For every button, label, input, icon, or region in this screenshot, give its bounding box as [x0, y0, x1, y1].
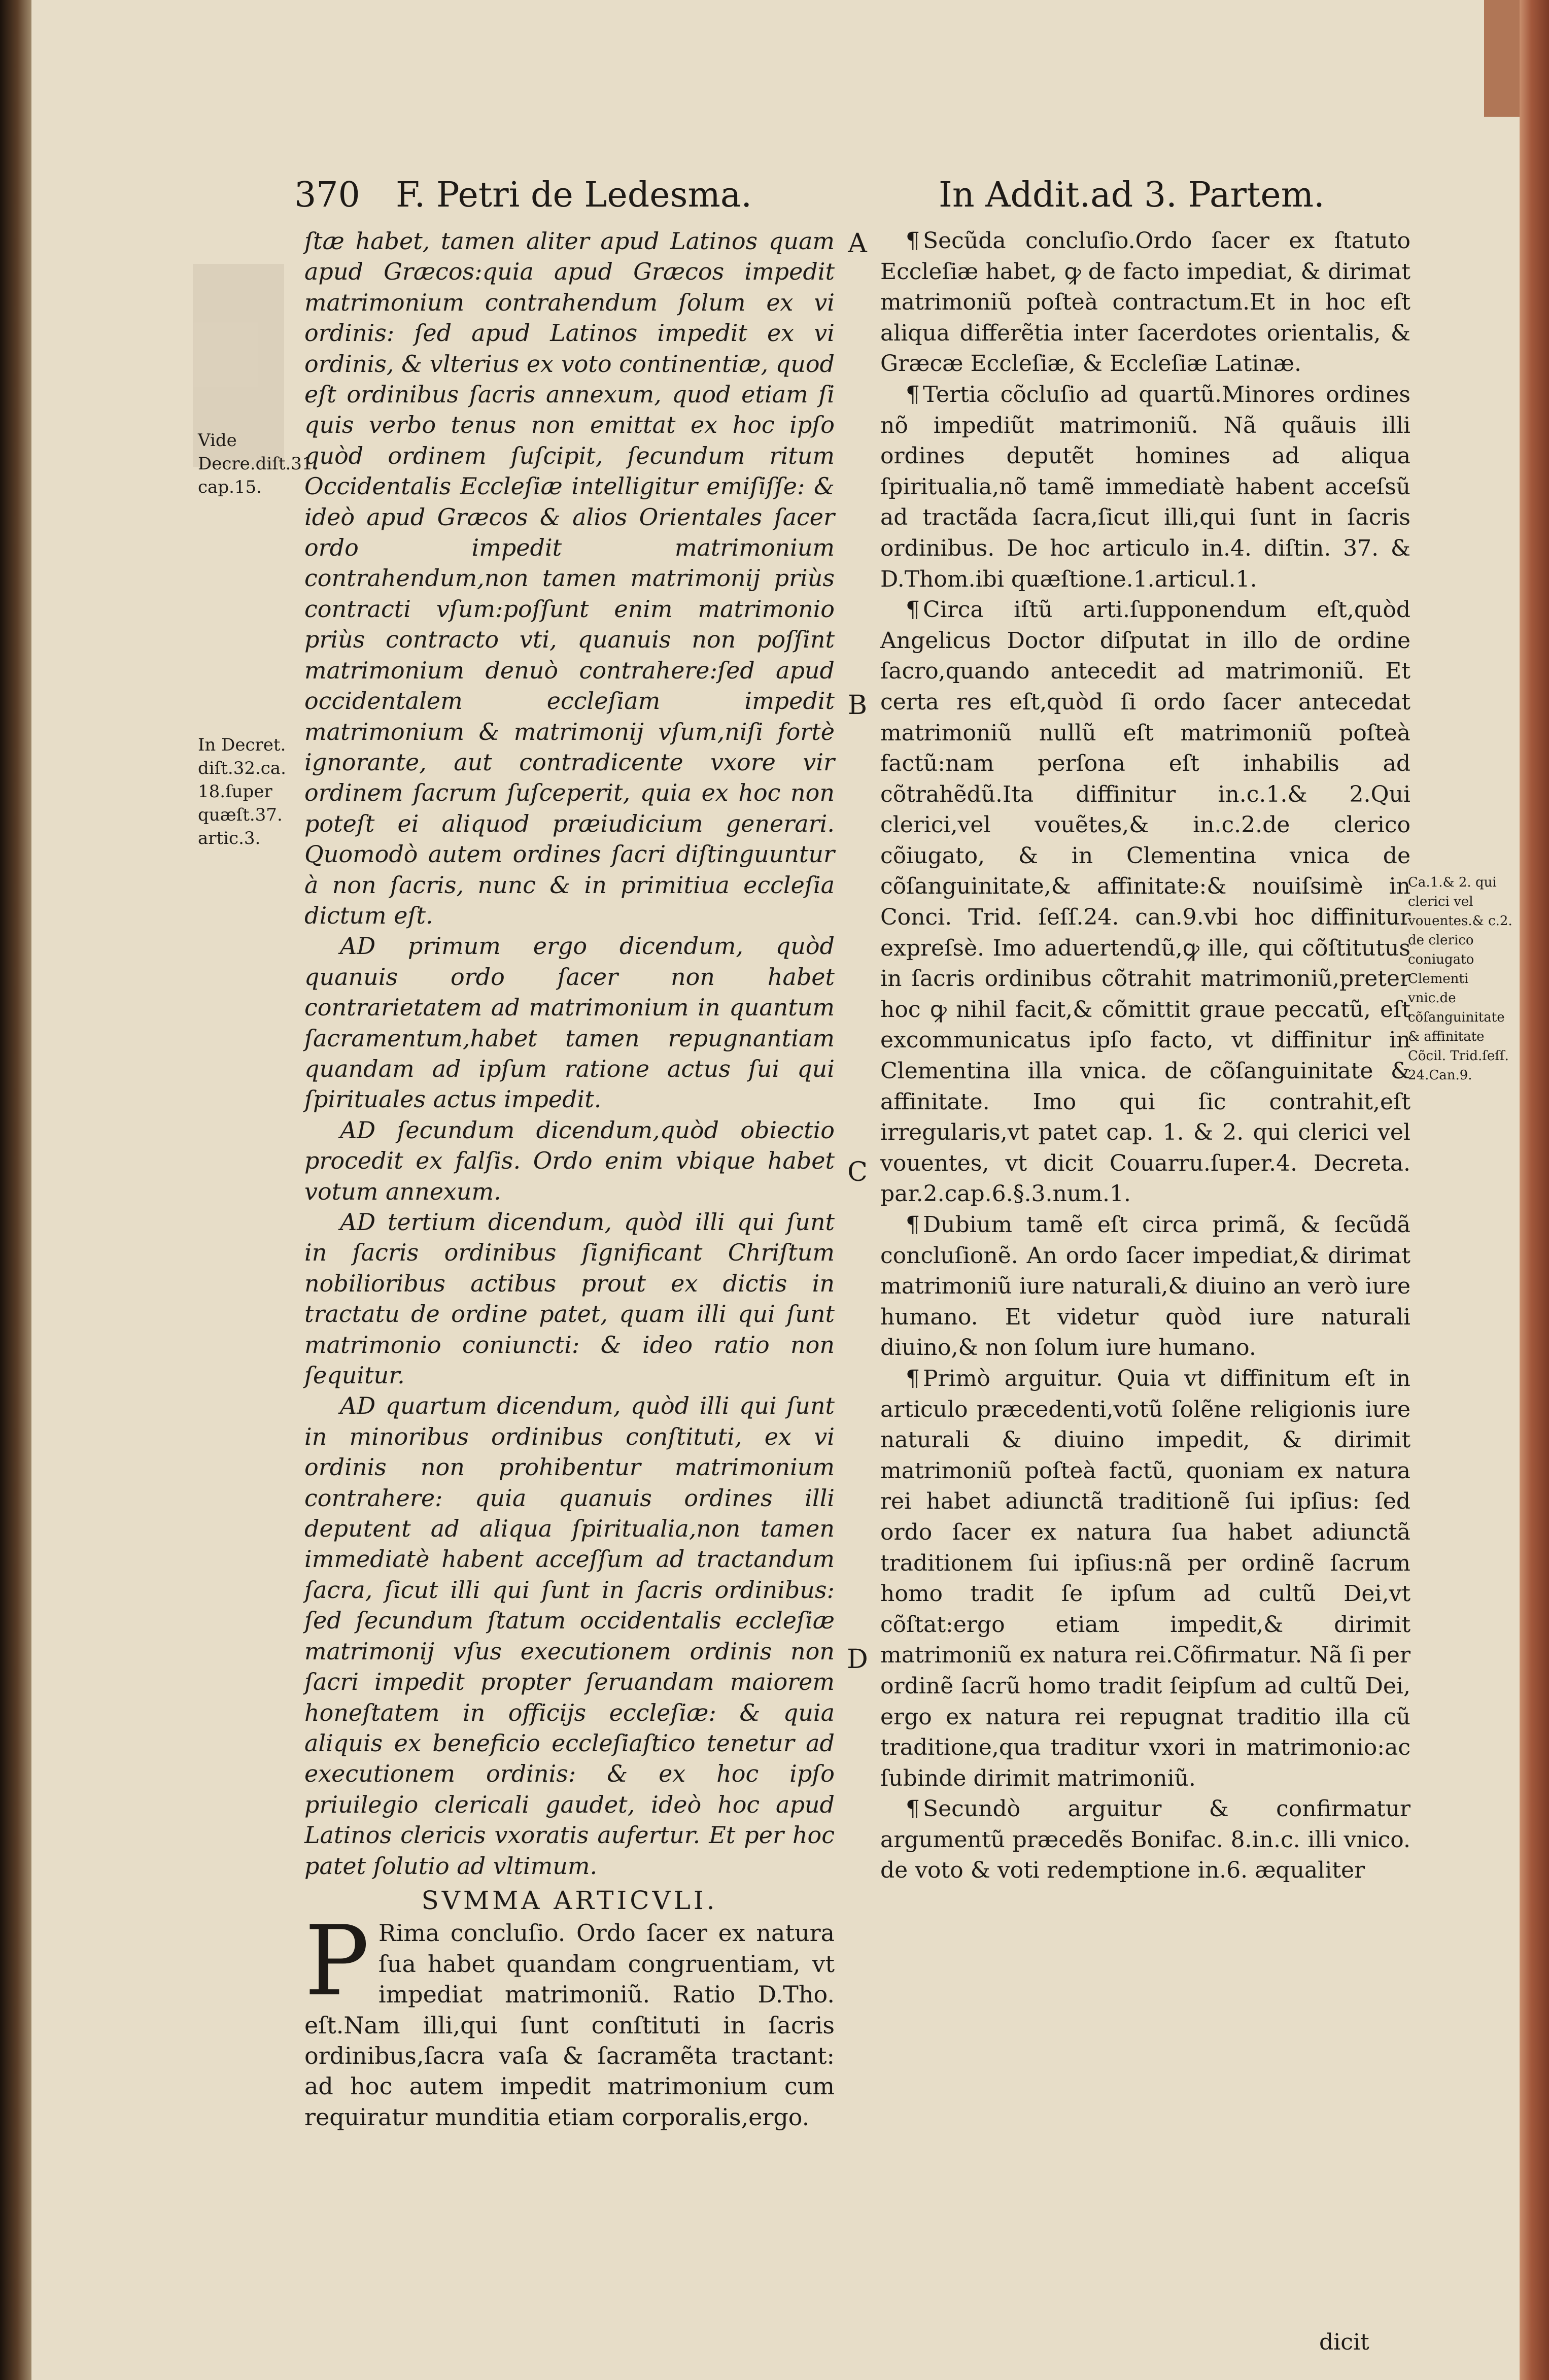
left-paragraph-5: AD quartum dicendum, quòd illi qui ſunt in minoribus ordinibus conſtituti, ex vi ordinis non prohibentur matrimonium contrahere: quia quanuis ordines illi deputent ad aliqua ſpiritualia,non tamen immediatè habent acceſſum ad tractandum ſacra, ſicut illi qui ſunt in ſacris ordinibus: ſed ſecundum ſtatum occidentalis eccleſiæ matrimonij vſus executionem ordinis non ſacri impedit propter ſeruandam maiorem honeſtatem in officijs eccleſiæ: & quia aliquis ex beneficio eccleſiaſtico tenetur ad executionem ordinis: & ex hoc ipſo priuilegio clericali gaudet, ideò hoc apud Latinos clericis vxoratis aufertur. Et per hoc patet ſolutio ad vltimum.: [304, 1392, 835, 1880]
pilcrow-icon: ¶: [906, 1796, 920, 1822]
page-number: 370: [294, 175, 360, 215]
left-paragraph-3: AD ſecundum dicendum,quòd obiectio procedit ex falſis. Ordo enim vbique habet votum annexum.: [304, 1116, 835, 1205]
summa-paragraph: [304, 1905, 835, 2132]
pilcrow-icon: ¶: [906, 1212, 920, 1238]
left-text-column: [304, 226, 835, 2286]
book-binding-shadow: [0, 0, 31, 2380]
left-running-title: F. Petri de Ledesma.: [396, 175, 752, 215]
section-letter-a: A: [848, 228, 867, 259]
drop-cap-letter: P: [304, 1905, 369, 2018]
summa-heading: SVMMA ARTICVLI.: [421, 1885, 718, 1915]
right-text-column: [880, 226, 1410, 2327]
margin-note-left-1: Vide Decre.diſt.31. cap.15.: [198, 430, 319, 497]
margin-note-left-2: In Decret. diſt.32.ca. 18.ſuper quæſt.37. artic.3.: [198, 735, 286, 848]
right-paragraph-5: ¶ Primò arguitur. Quia vt diffinitum eſt in articulo præcedenti,votũ ſolẽne religionis iure naturali & diuino impedit, & dirimit matrimoniũ poſteà factũ, quoniam ex natura rei habet adiunctã traditionẽ ſui ipſius: ſed ordo ſacer ex natura ſua habet adiunctã traditionem ſui ipſius:nã per ordinẽ ſacrum homo tradit ſe ipſum ad cultũ Dei,vt cõſtat:ergo etiam impedit,& dirimit matrimoniũ ex natura rei.Cõfirmatur. Nã ſi per ordinẽ ſacrũ homo tradit ſeipſum ad cultũ Dei, ergo ex natura rei repugnat traditio illa cũ traditione,qua traditur vxori in matrimonio:ac ſubinde dirimit matrimoniũ.: [880, 1365, 1410, 1791]
right-paragraph-6: ¶ Secundò arguitur & confirmatur argumentũ præcedẽs Bonifac. 8.in.c. illi vnico. de voto & voti redemptione in.6. æqualiter: [880, 1796, 1410, 1884]
pilcrow-icon: ¶: [906, 228, 920, 254]
section-letter-b: B: [847, 690, 868, 721]
right-paragraph-1: ¶ Secũda concluſio.Ordo ſacer ex ſtatuto Eccleſiæ habet, ꝙ de facto impediat, & dirimat matrimoniũ poſteà contractum.Et in hoc eſt aliqua differẽtia inter ſacerdotes orientalis, & Græcæ Eccleſiæ, & Eccleſiæ Latinæ.: [880, 228, 1410, 377]
catchword: dicit: [1319, 2329, 1369, 2355]
page-corner: [1484, 0, 1520, 117]
left-paragraph-1: ſtæ habet, tamen aliter apud Latinos quam apud Græcos:quia apud Græcos impedit matrimonium contrahendum ſolum ex vi ordinis: ſed apud Latinos impedit ex vi ordinis, & vlterius ex voto continentiæ, quod eſt ordinibus ſacris annexum, quod etiam ſi quis verbo tenus non emittat ex hoc ipſo quòd ordinem ſuſcipit, ſecundum ritum Occidentalis Eccleſiæ intelligitur emiſiſſe: & ideò apud Græcos & alios Orientales ſacer ordo impedit matrimonium contrahendum,non tamen matrimonij priùs contracti vſum:poſſunt enim matrimonio priùs contracto vti, quanuis non poſſint matrimonium denuò contrahere:ſed apud occidentalem eccleſiam impedit matrimonium & matrimonij vſum,niſi fortè ignorante, aut contradicente vxore vir ordinem ſacrum ſuſceperit, quia ex hoc non poteſt ei aliquod præiudicium generari. Quomodò autem ordines ſacri diſtinguuntur à non ſacris, nunc & in primitiua eccleſia dictum eſt.: [304, 227, 835, 929]
running-header: [294, 173, 1365, 218]
section-letter-c: C: [847, 1157, 868, 1187]
page-edge: [1520, 0, 1549, 2380]
pilcrow-icon: ¶: [906, 597, 920, 623]
summa-text: Rima concluſio. Ordo ſacer ex natura ſua habet quandam congruentiam, vt impediat matrimoniũ. Ratio D.Tho. eſt.Nam illi,qui ſunt conſtituti in ſacris ordinibus,ſacra vaſa & ſacramẽta tractant: ad hoc autem impedit matrimonium cum requiratur munditia etiam corporalis,ergo.: [304, 1919, 835, 2131]
left-paragraph-2: AD primum ergo dicendum, quòd quanuis ordo ſacer non habet contrarietatem ad matrimonium in quantum ſacramentum,habet tamen repugnantiam quandam ad ipſum ratione actus ſui qui ſpirituales actus impedit.: [304, 932, 835, 1113]
right-paragraph-3: ¶ Circa iſtũ arti.ſupponendum eſt,quòd Angelicus Doctor diſputat in illo de ordine ſacro,quando antecedit ad matrimoniũ. Et certa res eſt,quòd ſi ordo ſacer antecedat matrimoniũ nullũ eſt matrimoniũ poſteà factũ:nam perſona eſt inhabilis ad cõtrahẽdũ.Ita diffinitur in.c.1.& 2.Qui clerici,vel vouẽtes,& in.c.2.de clerico cõiugato, & in Clementina vnica de cõſanguinitate,& affinitate:& nouiſsimè in Conci. Trid. ſeſſ.24. can.9.vbi hoc diffinitur expreſsè. Imo aduertendũ,ꝙ ille, qui cõſtitutus in ſacris ordinibus cõtrahit matrimoniũ,preter hoc ꝙ nihil facit,& cõmittit graue peccatũ, eſt excommunicatus ipſo facto, vt diffinitur in Clementina illa vnica. de cõſanguinitate & affinitate. Imo qui ſic contrahit,eſt irregularis,vt patet cap. 1. & 2. qui clerici vel vouentes, vt dicit Couarru.ſuper.4. Decreta. par.2.cap.6.§.3.num.1.: [880, 597, 1410, 1207]
pilcrow-icon: ¶: [906, 381, 920, 407]
right-paragraph-4: ¶ Dubium tamẽ eſt circa primã, & ſecũdã concluſionẽ. An ordo ſacer impediat,& dirimat matrimoniũ iure naturali,& diuino an verò iure humano. Et videtur quòd iure naturali diuino,& non ſolum iure humano.: [880, 1212, 1410, 1361]
margin-note-right-1: Ca.1.& 2. qui clerici vel vouentes.& c.2. de clerico coniugato Clementi vnic.de cõſanguinitate & affinitate Cõcil. Trid.ſeſſ. 24.Can.9.: [1408, 875, 1512, 1083]
section-letter-d: D: [847, 1644, 868, 1675]
right-paragraph-2: ¶ Tertia cõcluſio ad quartũ.Minores ordines nõ impediũt matrimoniũ. Nã quãuis illi ordines deputẽt homines ad aliqua ſpiritualia,nõ tamẽ immediatè habent acceſsũ ad tractãda ſacra,ſicut illi,qui ſunt in ſacris ordinibus. De hoc articulo in.4. diſtin. 37. & D.Thom.ibi quæſtione.1.articul.1.: [880, 381, 1410, 592]
pilcrow-icon: ¶: [906, 1365, 920, 1391]
left-paragraph-4: AD tertium dicendum, quòd illi qui ſunt in ſacris ordinibus ſignificant Chriſtum nobilioribus actibus prout ex dictis in tractatu de ordine patet, quam illi qui ſunt matrimonio coniuncti: & ideo ratio non ſequitur.: [304, 1208, 835, 1389]
right-running-title: In Addit.ad 3. Partem.: [939, 175, 1325, 215]
